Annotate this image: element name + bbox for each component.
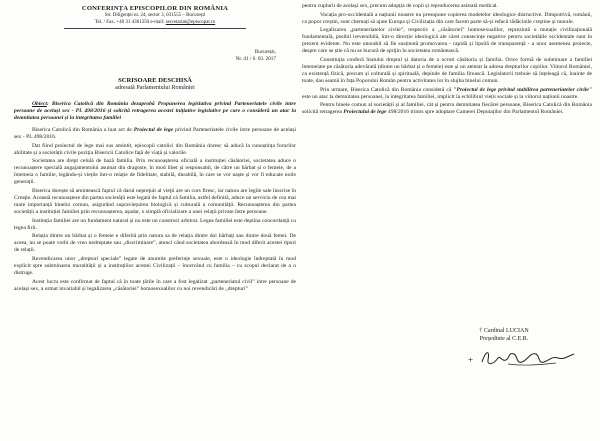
object-statement xyxy=(14,101,296,122)
signature-cross: + xyxy=(468,355,474,365)
letter-subtitle: adresată Parlamentului României xyxy=(115,84,195,91)
letterhead-title: CONFERINȚA EPISCOPILOR DIN ROMÂNIA xyxy=(81,5,229,12)
left-column xyxy=(14,0,296,293)
left-paragraph-2: Dat fiind proiectul de lege mai sus amintit, episcopii catolici din România doresc să aducă la cunoștința forurilor abilitate și a societății civile poziția Bisericii Catolice față de viață și valorile. xyxy=(14,142,296,156)
left-paragraph-8: Acest lucru este confirmat de faptul că în toate țările în care a fost legalizat „parteneriatul civil” intre persoane de același sex, a urmat invariabil și legalizarea „căsătoriei” homosexualilor cu noi revendicări de „drepturi” xyxy=(14,278,296,292)
signatory-name: † Cardinal LUCIAN xyxy=(479,328,529,334)
right-paragraph-3: Legalizarea „parteneriatelor civile”, respectiv a „căsătoriei” homosexualilor, reprezintă o mutație civilizațională fundamentală, posibil ireversibilă, într-o direcție ideologică ale cărei consecințe negative pentru societățile occidentale sunt în prezent evidente. Nu este onorabil să fie susținută promovarea - rapidă și lipsită de transparență - a unor asemenea proiecte, despre care se știe că nu se bucură de sprijin în societatea românească. xyxy=(302,27,592,55)
left-paragraph-6: Relația dintre un bărbat și o femeie e diferită prin natura sa de relația dintre doi bărbați sau dintre două femei. De aceea, nu se poate vorbi de vreo nedreptate sau „discriminare”, atunci când societatea abordează în mod diferit acestei tipuri de relații. xyxy=(14,233,296,254)
right-paragraph-4: Constituția conferă Statului dreptul și datoria de a ocroti căsătoria și familia. Orice formă de subminare a familiei întemeiate pe căsătoria adevărată (dintre un bărbat și o femeie) este și un atentat la adresa drepturilor copiilor. Viitorul României, ca existență fizică, precum și culturală și spirituală, depinde de familia firească. Legislatorii trebuie să înțeleagă că, înainte de toate, dau seamă în fața Poporului Român pentru activitatea lor în slujba binelui comun. xyxy=(302,56,592,84)
p5-emphasis: "Proiectul de lege privind stabilirea parteneriatelor civile" xyxy=(453,86,592,93)
left-paragraph-5: Instituția familiei are un fundament natural și nu este un construct arbitrar. Legea familiei este deplina concordanță cu legea firii. xyxy=(14,217,296,231)
place-date-block xyxy=(14,49,296,63)
right-paragraph-1: pentru cuplurii de același sex, precum adopția de copii și reproducerea asistată medical. xyxy=(302,3,499,9)
handwritten-signature xyxy=(478,346,578,370)
right-paragraph-5 xyxy=(302,87,592,101)
closing-paragraph xyxy=(302,102,592,116)
right-column xyxy=(302,3,592,116)
p1-text-a: Biserica Catolică din România a luat act de xyxy=(32,127,134,134)
p1-text-b: privind Parteneriatele civile intre persoane de același sex - PL 498/2016. xyxy=(14,127,296,141)
letter-title: SCRISOARE DESCHISĂ xyxy=(118,77,192,84)
left-paragraph-4: Biserica dorește să amintească faptul că darul nepreţuit al vieţii are un curs firesc, iar natura are legile sale înscrise în Creaţie. Această recunoaștere din partea societății este legată de faptul că familia, astfel definită, aduce un serviciu de cea mai mare importanță binelui comun, asigurând supraviețuirea biologică și culturală a comunității. Recunoașterea din partea societății a instituției familiei prin recunoașterea, așadar, o simplă oficializare a unei relații private între persoane. xyxy=(14,188,296,216)
p1-emphasis: Proiectul de lege xyxy=(133,127,174,134)
contact-phone-fax: Tel. / Fax. +40 31 4361250 e-mail: xyxy=(94,20,166,25)
left-paragraph-1 xyxy=(14,127,296,141)
signature-block xyxy=(444,328,564,343)
document-reference: Nr. 41 / 6. 03. 2017 xyxy=(235,56,276,62)
place: București, xyxy=(254,49,276,55)
p5-text-b: este un atac la demnitatea persoanei, la integritatea familiei, implicit la echilibrul vieții sociale și la viitorul națiunii noastre. xyxy=(302,93,579,100)
left-paragraph-7: Revendicarea unor „drepturi speciale” legate de anumite preferințe sexuale, este o ideologie îndreptată în mod explicit spre subminarea moralității și a instituțiilor acestei Civilizații – încercând cu familia – cu scopul declarat de a o distruge. xyxy=(14,255,296,277)
object-text: Biserica Catolică din România dezaprobă Propunerea legislativa privind Parteneriatele civile intre persoane de același sex - PL 498/2016 și solicită retragerea acestei inițiative legislative pe care o consideră un atac la demnitatea persoanei și la integritatea familiei xyxy=(14,101,296,122)
signatory-role: Președinte al C.E.R. xyxy=(479,335,529,342)
letterhead-divider xyxy=(64,28,246,29)
closing-emphasis: Proiectului de lege xyxy=(343,109,387,116)
closing-text-a: Pentru binele comun al societății și al familiei, cât și pentru demnitatea fiecărei persoane, Biserica Catolică din România solicită retragerea xyxy=(302,102,592,116)
object-label: Obiect xyxy=(32,101,47,107)
letterhead-address: Str. Diligenței nr. 24, sector 3, 031555 – București xyxy=(104,13,206,18)
object-colon: : xyxy=(46,101,52,107)
left-paragraph-3: Societatea are drept celulă de bază familia. Prin recunoașterea oficială a instituției căsătoriei, societatea aduce o recunoaștere specială angajamentului asumat din dragoste, în mod liber și responsabil, de către un bărbat și o femeie, de a întemeia o familie, legându-și viețile într-o relație de fidelitate, stabilă, durabilă, în care se vor naște și vor fi educate noile generații. xyxy=(14,158,296,186)
p5-text-a: Prin urmare, Biserica Catolică din România consideră că xyxy=(320,86,454,93)
closing-text-b: 498/2016 trimis spre adoptare Camerei Deputaților din Parlamentul României. xyxy=(386,109,564,116)
right-paragraph-2: Vocația pro-occidentală a națiunii noastre nu presupune copierea modelelor ideologice distructive. Dimpotrivă, românii, ca popor creștin, sunt chemați să ajute Europa și Civilizația din care facem parte să-și refacă rădăcinile creștine și morale. xyxy=(302,11,592,25)
letterhead-contact xyxy=(14,19,296,26)
email-link[interactable]: secretariat@episcopat.ro xyxy=(165,20,216,25)
